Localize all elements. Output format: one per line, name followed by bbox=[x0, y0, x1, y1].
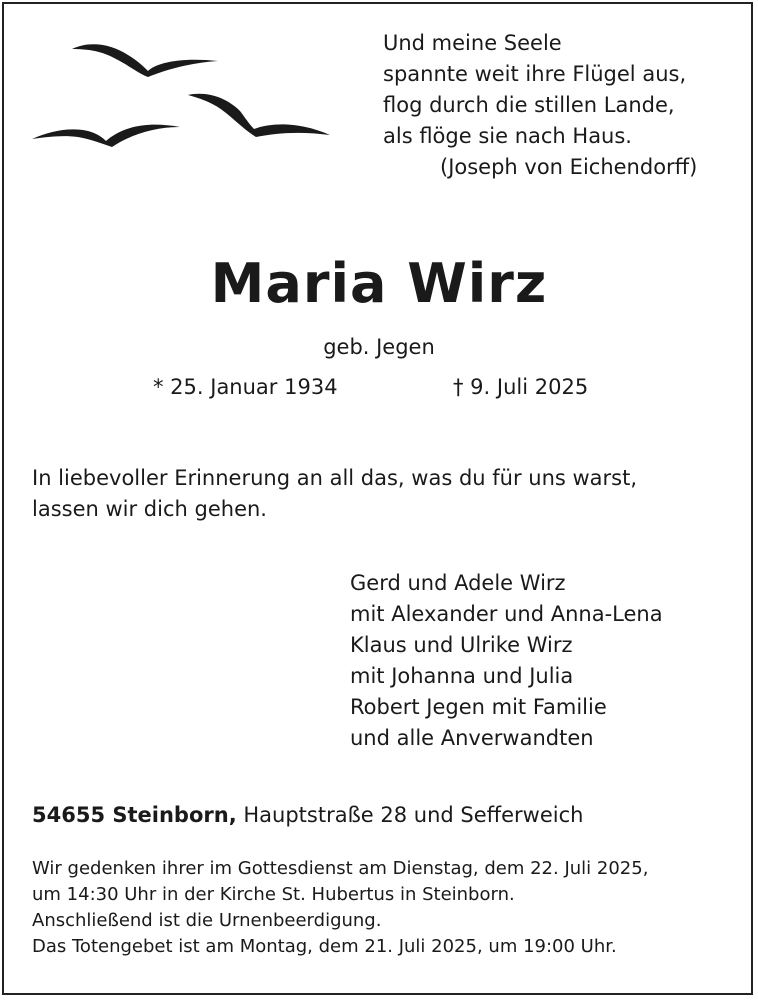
maiden-name: geb. Jegen bbox=[323, 335, 435, 359]
service-line: um 14:30 Uhr in der Kirche St. Hubertus in Steinborn. bbox=[32, 884, 515, 905]
service-line: Das Totengebet ist am Montag, dem 21. Juli 2025, um 19:00 Uhr. bbox=[32, 936, 617, 957]
mourner-line: Klaus und Ulrike Wirz bbox=[350, 633, 573, 657]
poem bbox=[383, 28, 697, 183]
service-line: Anschließend ist die Urnenbeerdigung. bbox=[32, 910, 382, 931]
address-street: Hauptstraße 28 und Sefferweich bbox=[243, 803, 584, 827]
mourner-line: Gerd und Adele Wirz bbox=[350, 571, 566, 595]
poem-line: spannte weit ihre Flügel aus, bbox=[383, 62, 687, 86]
bird-icon bbox=[72, 44, 218, 77]
bird-icon bbox=[188, 94, 330, 137]
mourner-line: Robert Jegen mit Familie bbox=[350, 695, 607, 719]
service-info bbox=[32, 856, 648, 960]
birth-date: * 25. Januar 1934 bbox=[153, 375, 338, 399]
poem-line: als flöge sie nach Haus. bbox=[383, 124, 632, 148]
service-line: Wir gedenken ihrer im Gottesdienst am Dienstag, dem 22. Juli 2025, bbox=[32, 858, 649, 879]
address-city: 54655 Steinborn, bbox=[32, 803, 237, 827]
farewell-text bbox=[32, 463, 637, 525]
mourners-list bbox=[350, 568, 663, 754]
death-date: † 9. Juli 2025 bbox=[453, 375, 589, 399]
deceased-name: Maria Wirz bbox=[210, 252, 548, 315]
mourner-line: und alle Anverwandten bbox=[350, 726, 594, 750]
flying-birds-icon bbox=[30, 35, 335, 160]
farewell-line: lassen wir dich gehen. bbox=[32, 497, 267, 521]
farewell-line: In liebevoller Erinnerung an all das, was du für uns warst, bbox=[32, 466, 638, 490]
poem-line: flog durch die stillen Lande, bbox=[383, 93, 675, 117]
address bbox=[32, 800, 583, 830]
mourner-line: mit Johanna und Julia bbox=[350, 664, 574, 688]
poem-line: Und meine Seele bbox=[383, 31, 562, 55]
mourner-line: mit Alexander und Anna-Lena bbox=[350, 602, 663, 626]
bird-icon bbox=[32, 125, 180, 147]
poem-author: (Joseph von Eichendorff) bbox=[440, 155, 698, 179]
